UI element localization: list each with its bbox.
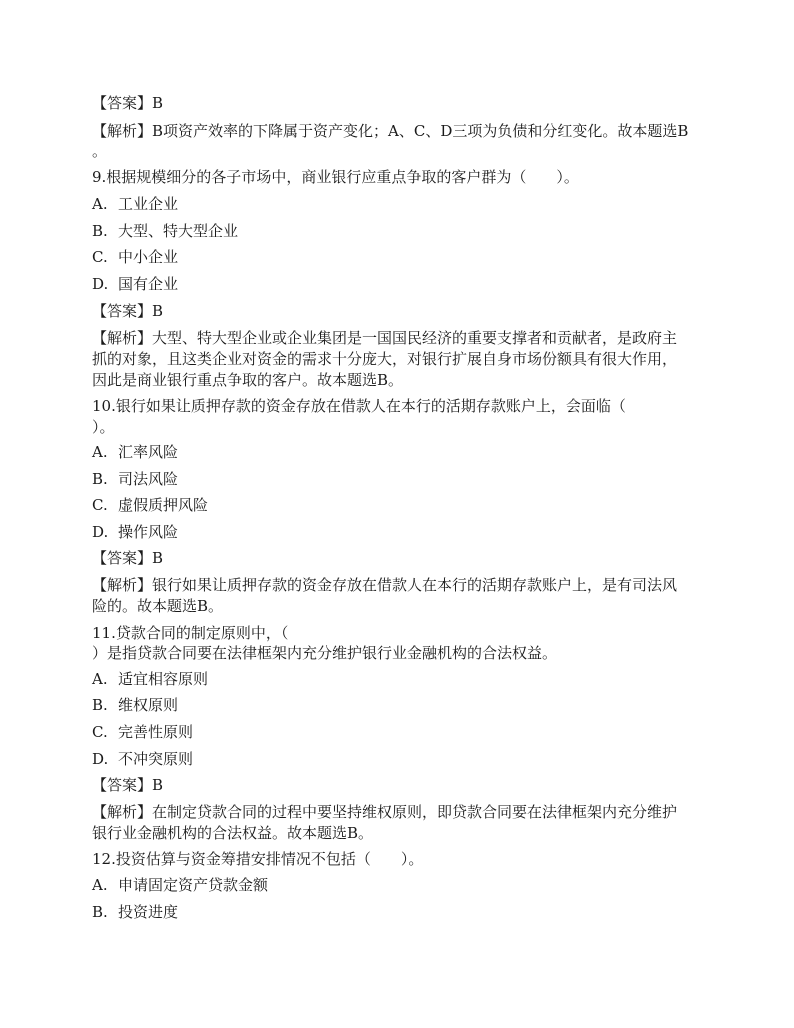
option-letter: D. [92,275,109,293]
option-letter: C. [92,723,108,741]
q12-option-b [92,901,178,923]
option-text: 维权原则 [118,696,179,714]
q10-option-a [92,441,178,463]
q11-option-d [92,748,193,770]
q9-option-a [92,193,178,215]
q10-analysis-line: 【解析】银行如果让质押存款的资金存放在借款人在本行的活期存款账户上，是有司法风 [92,576,678,594]
q10-option-b [92,468,178,490]
option-letter: D. [92,523,109,541]
q11-answer: 【答案】B [92,776,164,794]
option-letter: B. [92,696,108,714]
option-letter: A. [92,443,108,461]
q9-question: 9.根据规模细分的各子市场中，商业银行应重点争取的客户群为（ ）。 [92,168,579,186]
q10-question-line: 10.银行如果让质押存款的资金存放在借款人在本行的活期存款账户上，会面临（ [92,397,626,415]
q9-analysis-line: 因此是商业银行重点争取的客户。故本题选B。 [92,371,404,389]
q11-question-line: 11.贷款合同的制定原则中，（ [92,624,289,642]
q11-analysis-line: 【解析】在制定贷款合同的过程中要坚持维权原则，即贷款合同要在法律框架内充分维护 [92,803,678,821]
q10-answer: 【答案】B [92,549,164,567]
option-text: 申请固定资产贷款金额 [118,876,269,894]
q9-analysis-line: 【解析】大型、特大型企业或企业集团是一国国民经济的重要支撑者和贡献者，是政府主 [92,329,678,347]
q8-analysis-line: 【解析】B项资产效率的下降属于资产变化；A、C、D三项为负债和分红变化。故本题选B [92,122,689,140]
option-text: 虚假质押风险 [118,496,209,514]
option-letter: A. [92,876,108,894]
option-text: 不冲突原则 [118,750,194,768]
option-text: 汇率风险 [118,443,179,461]
q8-answer: 【答案】B [92,94,164,112]
option-letter: B. [92,222,108,240]
q8-analysis-line: 。 [92,142,108,160]
q11-question-line: ）是指贷款合同要在法律框架内充分维护银行业金融机构的合法权益。 [92,644,558,662]
option-letter: D. [92,750,109,768]
option-text: 完善性原则 [118,723,194,741]
option-text: 司法风险 [118,470,179,488]
q9-option-c [92,246,178,268]
option-text: 适宜相容原则 [118,670,209,688]
q12-option-a [92,874,268,896]
q12-question: 12.投资估算与资金筹措安排情况不包括（ ）。 [92,850,424,868]
option-letter: A. [92,195,108,213]
option-text: 中小企业 [118,248,179,266]
q10-analysis-line: 险的。故本题选B。 [92,597,224,615]
option-letter: C. [92,248,108,266]
option-letter: B. [92,470,108,488]
q10-option-c [92,494,208,516]
q11-analysis-line: 银行业金融机构的合法权益。故本题选B。 [92,824,374,842]
q9-answer: 【答案】B [92,302,164,320]
option-text: 大型、特大型企业 [118,222,239,240]
option-text: 工业企业 [118,195,179,213]
q9-option-b [92,220,238,242]
q9-analysis-line: 抓的对象，且这类企业对资金的需求十分庞大，对银行扩展自身市场份额具有很大作用， [92,350,678,368]
q10-question-line: ）。 [92,418,115,436]
q11-option-a [92,668,208,690]
option-letter: B. [92,903,108,921]
q10-option-d [92,521,178,543]
q11-option-b [92,694,178,716]
option-text: 投资进度 [118,903,179,921]
q11-option-c [92,721,193,743]
q9-option-d [92,273,178,295]
option-text: 国有企业 [118,275,179,293]
option-text: 操作风险 [118,523,179,541]
option-letter: C. [92,496,108,514]
option-letter: A. [92,670,108,688]
